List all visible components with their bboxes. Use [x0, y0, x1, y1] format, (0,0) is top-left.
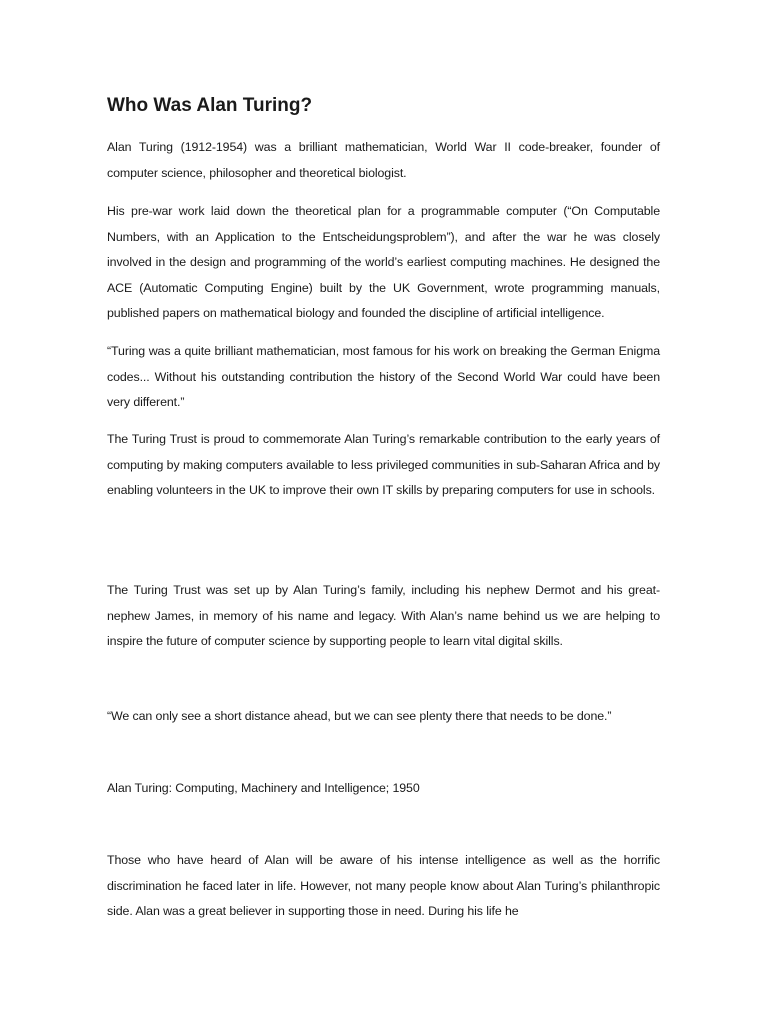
- paragraph-short-distance-quote: “We can only see a short distance ahead, but we can see plenty there that needs to be done.”: [107, 709, 612, 723]
- paragraph-turing-trust-family: The Turing Trust was set up by Alan Turing’s family, including his nephew Dermot and his great-nephew James, in memory of his name and legacy. With Alan’s name behind us we are helping to inspire the future of computer science by supporting people to learn vital digital skills.: [107, 583, 660, 649]
- paragraph-philanthropic-side: Those who have heard of Alan will be aware of his intense intelligence as well as the horrific discrimination he faced later in life. However, not many people know about Alan Turing’s philanthropic side. Alan was a great believer in supporting those in need. During his life he: [107, 853, 660, 919]
- document-title: Who Was Alan Turing?: [107, 95, 313, 116]
- paragraph-turing-trust-commemorate: The Turing Trust is proud to commemorate Alan Turing’s remarkable contribution to the early years of computing by making computers available to less privileged communities in sub-Saharan Africa and by enabling volunteers in the UK to improve their own IT skills by preparing computers for use in schools.: [107, 432, 660, 498]
- paragraph-prewar-work: His pre-war work laid down the theoretical plan for a programmable computer (“On Computable Numbers, with an Application to the Entscheidungsproblem”), and after the war he was closely involved in the design and programming of the world’s earliest computing machines. He designed the ACE (Automatic Computing Engine) built by the UK Government, wrote programming manuals, published papers on mathematical biology and founded the discipline of artificial intelligence.: [107, 204, 660, 321]
- paragraph-intro: Alan Turing (1912-1954) was a brilliant mathematician, World War II code-breaker, founder of computer science, philosopher and theoretical biologist.: [107, 140, 660, 180]
- paragraph-enigma-quote: “Turing was a quite brilliant mathematician, most famous for his work on breaking the German Enigma codes... Without his outstanding contribution the history of the Second World War could have been very different.”: [107, 344, 660, 410]
- paragraph-quote-citation: Alan Turing: Computing, Machinery and Intelligence; 1950: [107, 781, 420, 795]
